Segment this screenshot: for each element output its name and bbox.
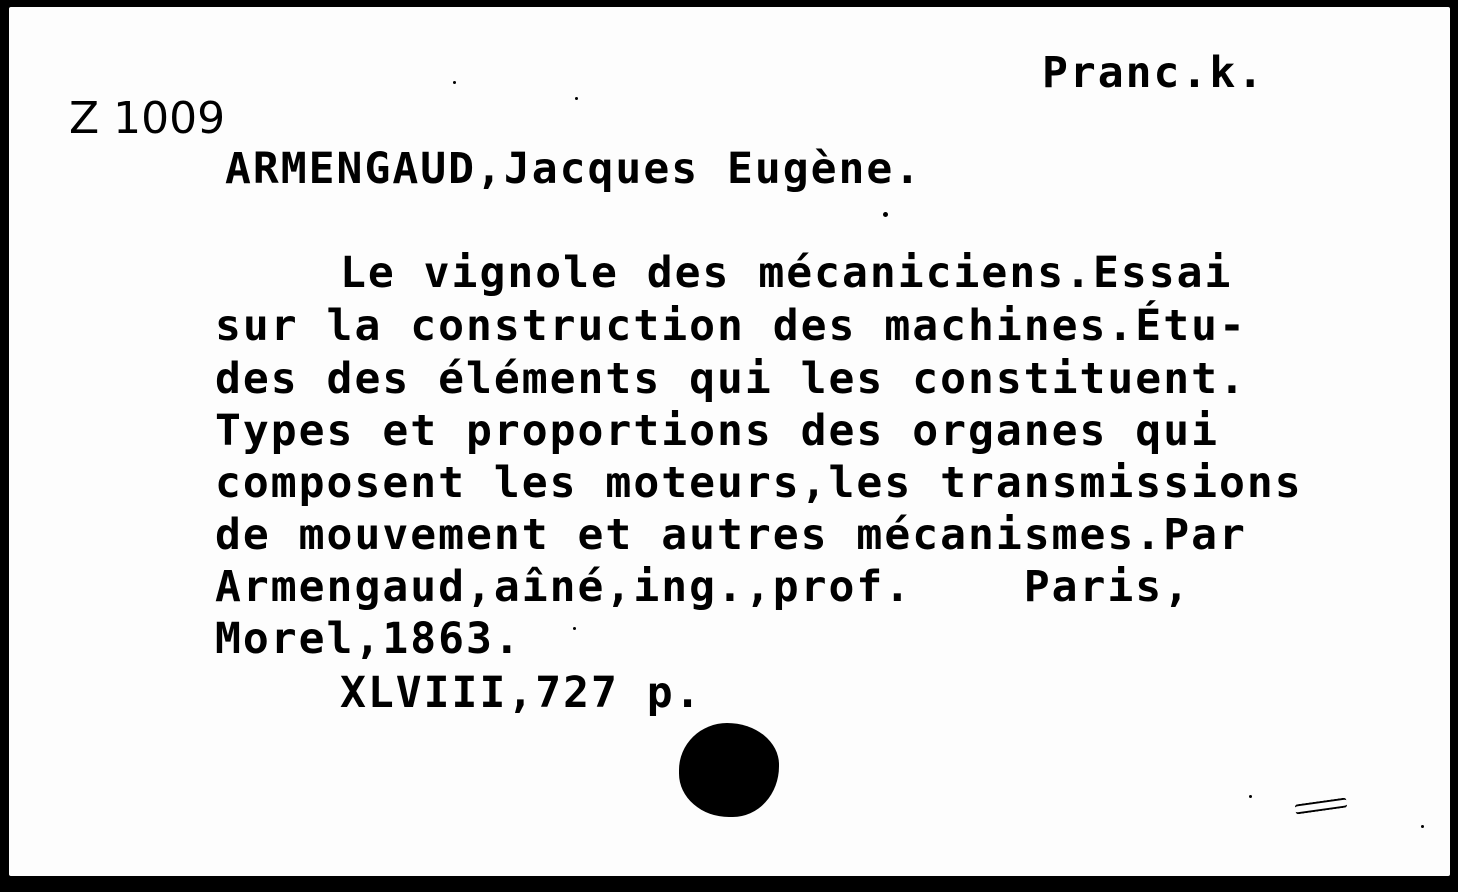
ink-speck — [453, 81, 456, 84]
punch-hole — [679, 723, 779, 817]
ink-mark — [1295, 797, 1348, 814]
ink-speck — [573, 627, 576, 630]
author-heading: ARMENGAUD,Jacques Eugène. — [225, 144, 923, 194]
title-line-4: Types et proportions des organes qui — [215, 406, 1219, 456]
ink-speck — [883, 212, 888, 217]
title-line-8: Morel,1863. — [215, 614, 522, 664]
call-number: Z 1009 — [69, 93, 226, 144]
catalog-card — [9, 7, 1450, 876]
title-line-3: des des éléments qui les constituent. — [215, 354, 1247, 404]
title-line-2: sur la construction des machines.Étu- — [215, 301, 1247, 351]
title-line-7: Armengaud,aîné,ing.,prof. Paris, — [215, 562, 1192, 612]
location-note: Pranc.k. — [1042, 48, 1266, 98]
ink-speck — [1421, 825, 1424, 828]
title-line-5: composent les moteurs,les transmissions — [215, 458, 1303, 508]
ink-speck — [1249, 795, 1252, 798]
title-line-6: de mouvement et autres mécanismes.Par — [215, 510, 1247, 560]
collation: XLVIII,727 p. — [340, 668, 703, 718]
ink-speck — [575, 97, 578, 100]
title-line-1: Le vignole des mécaniciens.Essai — [340, 248, 1233, 298]
